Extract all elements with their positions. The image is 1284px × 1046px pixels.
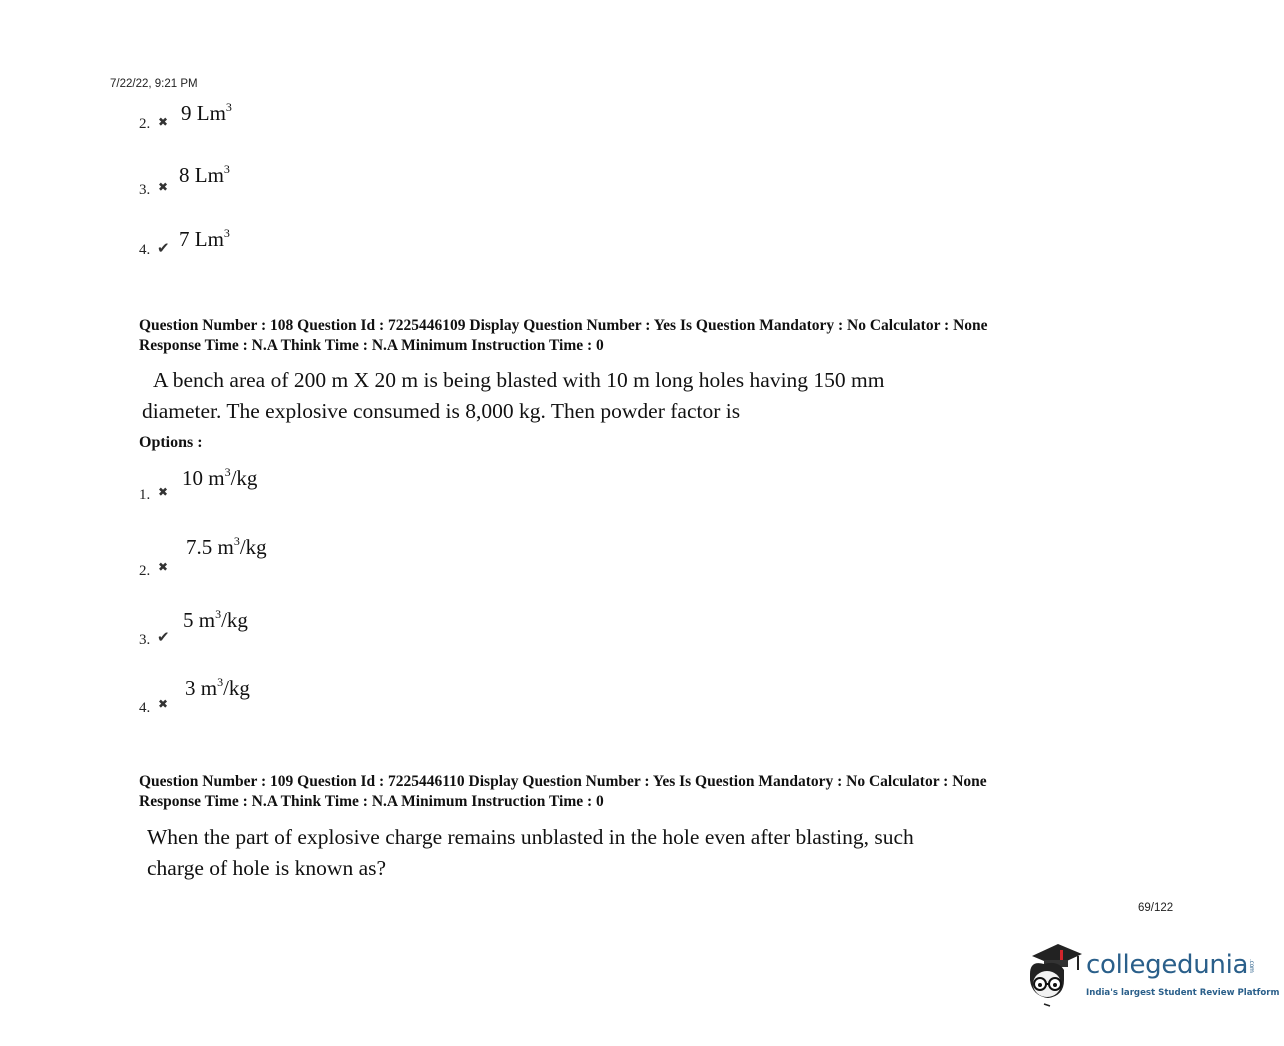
option-number: 4. xyxy=(139,242,151,258)
option-number: 4. xyxy=(139,700,151,716)
question-text-line1: When the part of explosive charge remains unblasted in the hole even after blasting, such xyxy=(147,825,914,849)
option-text: 9 Lm$^3$ xyxy=(181,100,232,125)
option-text: 7.5 $m^3/kg$ xyxy=(186,534,267,559)
question-meta-line1: Question Number : 108 Question Id : 7225446109 Display Question Number : Yes Is Question Mandatory : No Calculator : None xyxy=(139,317,988,334)
cross-icon: ✖ xyxy=(158,115,169,129)
check-icon: ✔ xyxy=(157,630,170,646)
option-text: 3 $m^3/kg$ xyxy=(185,675,250,700)
question-meta-line1: Question Number : 109 Question Id : 7225446110 Display Question Number : Yes Is Question Mandatory : No Calculator : None xyxy=(139,773,987,790)
question-meta-line2: Response Time : N.A Think Time : N.A Minimum Instruction Time : 0 xyxy=(139,337,604,354)
check-icon: ✔ xyxy=(157,241,170,257)
cross-icon: ✖ xyxy=(158,485,169,499)
question-text-line1: A bench area of 200 m X 20 m is being blasted with 10 m long holes having 150 mm xyxy=(153,368,885,392)
option-text: 7 Lm$^3$ xyxy=(179,226,230,251)
option-number: 3. xyxy=(139,182,151,198)
option-text: 8 Lm$^3$ xyxy=(179,162,230,187)
logo-wordmark: collegedunia.com xyxy=(1086,950,1256,980)
logo-tagline: India's largest Student Review Platform xyxy=(1086,988,1280,998)
page-number: 69/122 xyxy=(1138,902,1174,914)
question-text-line2: diameter. The explosive consumed is 8,000 kg. Then powder factor is xyxy=(142,399,741,423)
question-meta-line2: Response Time : N.A Think Time : N.A Minimum Instruction Time : 0 xyxy=(139,793,604,810)
option-number: 2. xyxy=(139,116,151,132)
mascot-logo-icon xyxy=(1024,940,1084,1008)
cross-icon: ✖ xyxy=(158,697,169,711)
option-number: 2. xyxy=(139,563,151,579)
question-text-line2: charge of hole is known as? xyxy=(147,856,387,880)
cross-icon: ✖ xyxy=(158,560,169,574)
option-number: 1. xyxy=(139,487,151,503)
option-text: 5 $m^3/kg$ xyxy=(183,607,248,632)
option-text: 10 $m^3/kg$ xyxy=(182,465,258,490)
option-number: 3. xyxy=(139,632,151,648)
cross-icon: ✖ xyxy=(158,180,169,194)
options-label: Options : xyxy=(139,434,203,451)
print-date: 7/22/22, 9:21 PM xyxy=(110,78,198,90)
